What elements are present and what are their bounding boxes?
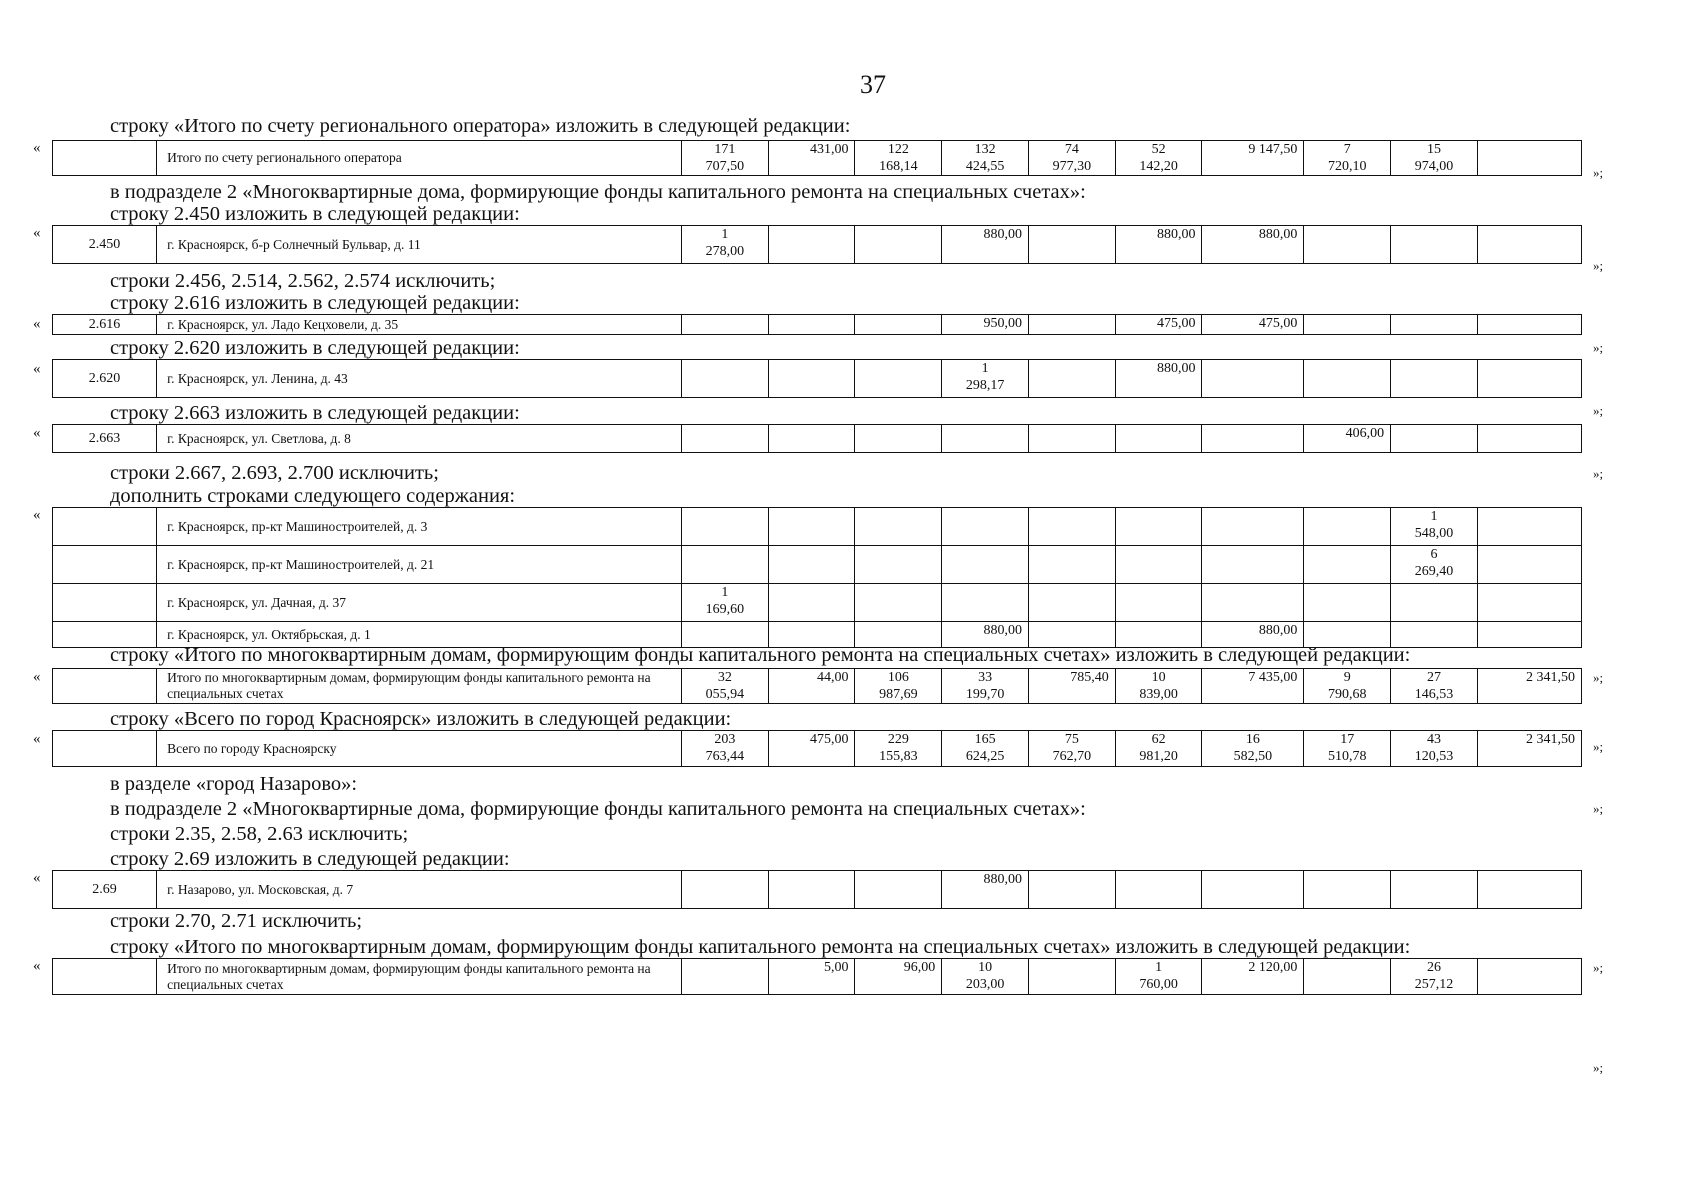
amendment-table (52, 314, 1582, 335)
instruction-line: в подразделе 2 «Многоквартирные дома, формирующие фонды капитального ремонта на специальных счетах»: (110, 798, 1086, 820)
value-cell (768, 425, 855, 453)
cell-value: 950,00 (983, 316, 1022, 331)
cell-value: 10 839,00 (1139, 670, 1178, 702)
value-cell (855, 360, 942, 398)
row-number-cell (53, 669, 157, 704)
value-cell (1202, 425, 1304, 453)
opening-quote: « (33, 870, 41, 886)
amendment-table (52, 730, 1582, 767)
cell-value: 6 269,40 (1414, 547, 1454, 579)
value-cell (942, 584, 1029, 622)
value-cell (1115, 959, 1202, 995)
closing-quote: »; (1593, 165, 1604, 180)
value-cell (1304, 360, 1391, 398)
value-cell (1115, 731, 1202, 767)
value-cell (1202, 226, 1304, 264)
value-cell (1391, 584, 1478, 622)
instruction-line: строку «Итого по многоквартирным домам, формирующим фонды капитального ремонта на специальных счетах» изложить в следующей редакции: (110, 936, 1411, 958)
value-cell (1304, 584, 1391, 622)
value-cell (1028, 226, 1115, 264)
cell-value: 2 341,50 (1526, 732, 1575, 747)
value-cell (855, 871, 942, 909)
instruction-line: строку «Всего по город Красноярск» изложить в следующей редакции: (110, 708, 732, 730)
row-number-cell (53, 508, 157, 546)
address-cell: г. Красноярск, ул. Дачная, д. 37 (157, 584, 682, 622)
value-cell (1028, 360, 1115, 398)
address-cell: г. Красноярск, пр-кт Машиностроителей, д. 21 (157, 546, 682, 584)
cell-value: 16 582,50 (1233, 732, 1273, 764)
value-cell (681, 669, 768, 704)
closing-quote: »; (1593, 739, 1604, 754)
address-cell: Итого по многоквартирным домам, формирующим фонды капитального ремонта на специальных счетах (157, 669, 682, 704)
address-cell: г. Красноярск, пр-кт Машиностроителей, д. 3 (157, 508, 682, 546)
value-cell (681, 622, 768, 648)
value-cell (768, 959, 855, 995)
cell-value: 33 199,70 (965, 670, 1005, 702)
amendment-table (52, 958, 1582, 995)
cell-value: 5,00 (823, 960, 849, 975)
value-cell (768, 508, 855, 546)
value-cell (855, 669, 942, 704)
value-cell (768, 546, 855, 584)
table-row (53, 425, 1582, 453)
cell-value: 229 155,83 (879, 732, 918, 764)
cell-value: 10 203,00 (965, 960, 1005, 992)
value-cell (855, 425, 942, 453)
page-number: 37 (860, 70, 886, 99)
value-cell (1202, 546, 1304, 584)
value-cell (1477, 141, 1581, 176)
value-cell (1028, 508, 1115, 546)
cell-value: 880,00 (983, 872, 1022, 887)
value-cell (1477, 315, 1581, 335)
cell-value: 62 981,20 (1139, 732, 1178, 764)
closing-quote: »; (1593, 466, 1604, 481)
cell-value: 1 278,00 (705, 227, 745, 259)
value-cell (1304, 871, 1391, 909)
value-cell (1202, 141, 1304, 176)
value-cell (681, 425, 768, 453)
table-row (53, 141, 1582, 176)
amendment-table (52, 359, 1582, 398)
cell-value: 880,00 (983, 623, 1022, 638)
address-cell: г. Красноярск, б-р Солнечный Бульвар, д. 11 (157, 226, 682, 264)
closing-quote: »; (1593, 960, 1604, 975)
cell-value: 96,00 (903, 960, 936, 975)
value-cell (1477, 871, 1581, 909)
amendment-table (52, 140, 1582, 176)
amendment-table (52, 225, 1582, 264)
instruction-line: строку 2.663 изложить в следующей редакции: (110, 402, 520, 424)
value-cell (1028, 871, 1115, 909)
cell-value: 2 341,50 (1526, 670, 1575, 685)
instruction-line: строку 2.620 изложить в следующей редакции: (110, 337, 520, 359)
cell-value: 74 977,30 (1052, 142, 1092, 174)
value-cell (1304, 731, 1391, 767)
value-cell (1304, 508, 1391, 546)
value-cell (1202, 622, 1304, 648)
cell-value: 52 142,20 (1139, 142, 1178, 174)
value-cell (855, 622, 942, 648)
value-cell (1202, 871, 1304, 909)
cell-value: 406,00 (1345, 426, 1385, 441)
opening-quote: « (33, 425, 41, 441)
value-cell (1391, 508, 1478, 546)
value-cell (1115, 226, 1202, 264)
closing-quote: »; (1593, 801, 1604, 816)
value-cell (1304, 622, 1391, 648)
opening-quote: « (33, 669, 41, 685)
cell-value: 32 055,94 (705, 670, 745, 702)
value-cell (942, 360, 1029, 398)
table-row (53, 360, 1582, 398)
value-cell (1202, 959, 1304, 995)
cell-value: 26 257,12 (1414, 960, 1454, 992)
value-cell (942, 669, 1029, 704)
cell-value: 880,00 (1258, 623, 1298, 638)
value-cell (1115, 669, 1202, 704)
value-cell (855, 141, 942, 176)
value-cell (1202, 360, 1304, 398)
value-cell (1391, 226, 1478, 264)
value-cell (1477, 959, 1581, 995)
cell-value: 785,40 (1070, 670, 1109, 685)
value-cell (1477, 546, 1581, 584)
value-cell (1391, 731, 1478, 767)
value-cell (768, 315, 855, 335)
value-cell (1391, 360, 1478, 398)
address-cell: г. Красноярск, ул. Ладо Кецховели, д. 35 (157, 315, 682, 335)
cell-value: 15 974,00 (1414, 142, 1454, 174)
instruction-line: строки 2.456, 2.514, 2.562, 2.574 исключить; (110, 270, 496, 292)
value-cell (942, 546, 1029, 584)
value-cell (1115, 508, 1202, 546)
cell-value: 1 760,00 (1139, 960, 1178, 992)
address-cell: г. Красноярск, ул. Ленина, д. 43 (157, 360, 682, 398)
value-cell (1115, 425, 1202, 453)
address-cell: г. Назарово, ул. Московская, д. 7 (157, 871, 682, 909)
value-cell (1477, 508, 1581, 546)
closing-quote: »; (1593, 670, 1604, 685)
value-cell (1477, 360, 1581, 398)
value-cell (1115, 360, 1202, 398)
opening-quote: « (33, 731, 41, 747)
closing-quote: »; (1593, 403, 1604, 418)
row-number-cell: 2.616 (53, 315, 157, 335)
value-cell (1391, 669, 1478, 704)
cell-value: 880,00 (1156, 361, 1196, 376)
value-cell (768, 622, 855, 648)
opening-quote: « (33, 316, 41, 332)
value-cell (1391, 959, 1478, 995)
opening-quote: « (33, 225, 41, 241)
table-row (53, 584, 1582, 622)
table-row (53, 508, 1582, 546)
cell-value: 17 510,78 (1327, 732, 1367, 764)
value-cell (768, 141, 855, 176)
table-row (53, 959, 1582, 995)
value-cell (768, 584, 855, 622)
value-cell (1028, 959, 1115, 995)
cell-value: 880,00 (983, 227, 1022, 242)
value-cell (942, 315, 1029, 335)
value-cell (1391, 622, 1478, 648)
instruction-line: строку 2.616 изложить в следующей редакции: (110, 292, 520, 314)
value-cell (1477, 669, 1581, 704)
cell-value: 1 169,60 (705, 585, 745, 617)
instruction-line: в подразделе 2 «Многоквартирные дома, формирующие фонды капитального ремонта на специальных счетах»: (110, 181, 1086, 203)
cell-value: 203 763,44 (705, 732, 745, 764)
value-cell (1028, 315, 1115, 335)
cell-value: 880,00 (1258, 227, 1298, 242)
value-cell (942, 141, 1029, 176)
table-row (53, 669, 1582, 704)
value-cell (1202, 315, 1304, 335)
value-cell (855, 508, 942, 546)
value-cell (1028, 141, 1115, 176)
value-cell (1304, 669, 1391, 704)
value-cell (1202, 584, 1304, 622)
table-row (53, 622, 1582, 648)
cell-value: 475,00 (809, 732, 849, 747)
instruction-line: строку 2.450 изложить в следующей редакции: (110, 203, 520, 225)
value-cell (1115, 871, 1202, 909)
row-number-cell (53, 546, 157, 584)
address-cell: Всего по городу Красноярску (157, 731, 682, 767)
value-cell (1304, 959, 1391, 995)
cell-value: 9 147,50 (1248, 142, 1298, 157)
row-number-cell: 2.663 (53, 425, 157, 453)
row-number-cell (53, 622, 157, 648)
value-cell (681, 546, 768, 584)
cell-value: 44,00 (816, 670, 849, 685)
cell-value: 122 168,14 (879, 142, 918, 174)
cell-value: 27 146,53 (1414, 670, 1454, 702)
value-cell (1028, 546, 1115, 584)
row-number-cell: 2.450 (53, 226, 157, 264)
value-cell (768, 360, 855, 398)
value-cell (942, 508, 1029, 546)
value-cell (1477, 731, 1581, 767)
value-cell (768, 669, 855, 704)
instruction-line: строку «Итого по счету регионального оператора» изложить в следующей редакции: (110, 115, 851, 137)
closing-quote: »; (1593, 340, 1604, 355)
value-cell (768, 731, 855, 767)
value-cell (855, 546, 942, 584)
cell-value: 2 120,00 (1248, 960, 1298, 975)
value-cell (942, 622, 1029, 648)
row-number-cell (53, 141, 157, 176)
value-cell (1115, 315, 1202, 335)
cell-value: 475,00 (1258, 316, 1298, 331)
cell-value: 43 120,53 (1414, 732, 1454, 764)
value-cell (1391, 425, 1478, 453)
value-cell (855, 584, 942, 622)
row-number-cell (53, 584, 157, 622)
cell-value: 132 424,55 (965, 142, 1005, 174)
value-cell (1304, 425, 1391, 453)
opening-quote: « (33, 361, 41, 377)
value-cell (942, 959, 1029, 995)
value-cell (681, 141, 768, 176)
value-cell (855, 226, 942, 264)
cell-value: 9 790,68 (1327, 670, 1367, 702)
value-cell (1304, 141, 1391, 176)
table-row (53, 871, 1582, 909)
cell-value: 1 548,00 (1414, 509, 1454, 541)
amendment-table (52, 424, 1582, 453)
value-cell (942, 731, 1029, 767)
value-cell (681, 731, 768, 767)
closing-quote: »; (1593, 258, 1604, 273)
value-cell (681, 959, 768, 995)
value-cell (1477, 425, 1581, 453)
value-cell (1115, 546, 1202, 584)
value-cell (1028, 731, 1115, 767)
cell-value: 431,00 (809, 142, 849, 157)
closing-quote: »; (1593, 1060, 1604, 1075)
instruction-line: в разделе «город Назарово»: (110, 773, 358, 795)
cell-value: 75 762,70 (1052, 732, 1092, 764)
opening-quote: « (33, 958, 41, 974)
value-cell (1115, 141, 1202, 176)
cell-value: 1 298,17 (965, 361, 1005, 393)
opening-quote: « (33, 140, 41, 156)
value-cell (1391, 315, 1478, 335)
cell-value: 106 987,69 (879, 670, 918, 702)
cell-value: 475,00 (1156, 316, 1196, 331)
value-cell (1391, 141, 1478, 176)
value-cell (768, 226, 855, 264)
cell-value: 171 707,50 (705, 142, 745, 174)
value-cell (681, 584, 768, 622)
value-cell (1202, 731, 1304, 767)
address-cell: г. Красноярск, ул. Светлова, д. 8 (157, 425, 682, 453)
value-cell (681, 226, 768, 264)
value-cell (681, 508, 768, 546)
row-number-cell (53, 959, 157, 995)
value-cell (1202, 669, 1304, 704)
value-cell (1028, 622, 1115, 648)
opening-quote: « (33, 507, 41, 523)
value-cell (1477, 622, 1581, 648)
value-cell (1304, 315, 1391, 335)
value-cell (1304, 226, 1391, 264)
value-cell (942, 871, 1029, 909)
value-cell (1477, 226, 1581, 264)
value-cell (1115, 584, 1202, 622)
value-cell (1028, 425, 1115, 453)
table-row (53, 731, 1582, 767)
value-cell (855, 315, 942, 335)
value-cell (942, 425, 1029, 453)
value-cell (855, 731, 942, 767)
table-row (53, 226, 1582, 264)
cell-value: 880,00 (1156, 227, 1196, 242)
value-cell (1391, 546, 1478, 584)
cell-value: 165 624,25 (965, 732, 1005, 764)
table-row (53, 315, 1582, 335)
instruction-line: дополнить строками следующего содержания: (110, 485, 516, 507)
value-cell (681, 360, 768, 398)
value-cell (681, 871, 768, 909)
value-cell (768, 871, 855, 909)
value-cell (855, 959, 942, 995)
value-cell (1028, 584, 1115, 622)
value-cell (1028, 669, 1115, 704)
row-number-cell: 2.620 (53, 360, 157, 398)
value-cell (1477, 584, 1581, 622)
value-cell (1202, 508, 1304, 546)
instruction-line: строки 2.667, 2.693, 2.700 исключить; (110, 462, 439, 484)
amendment-table (52, 507, 1582, 648)
table-row (53, 546, 1582, 584)
cell-value: 7 720,10 (1327, 142, 1367, 174)
row-number-cell: 2.69 (53, 871, 157, 909)
instruction-line: строку 2.69 изложить в следующей редакции: (110, 848, 510, 870)
address-cell: Итого по многоквартирным домам, формирующим фонды капитального ремонта на специальных счетах (157, 959, 682, 995)
cell-value: 7 435,00 (1248, 670, 1298, 685)
value-cell (1115, 622, 1202, 648)
amendment-table (52, 870, 1582, 909)
row-number-cell (53, 731, 157, 767)
value-cell (681, 315, 768, 335)
value-cell (942, 226, 1029, 264)
amendment-table (52, 668, 1582, 704)
value-cell (1391, 871, 1478, 909)
address-cell: Итого по счету регионального оператора (157, 141, 682, 176)
address-cell: г. Красноярск, ул. Октябрьская, д. 1 (157, 622, 682, 648)
value-cell (1304, 546, 1391, 584)
instruction-line: строку «Итого по многоквартирным домам, формирующим фонды капитального ремонта на специальных счетах» изложить в следующей редакции: (110, 644, 1411, 666)
instruction-line: строки 2.70, 2.71 исключить; (110, 910, 363, 932)
instruction-line: строки 2.35, 2.58, 2.63 исключить; (110, 823, 409, 845)
